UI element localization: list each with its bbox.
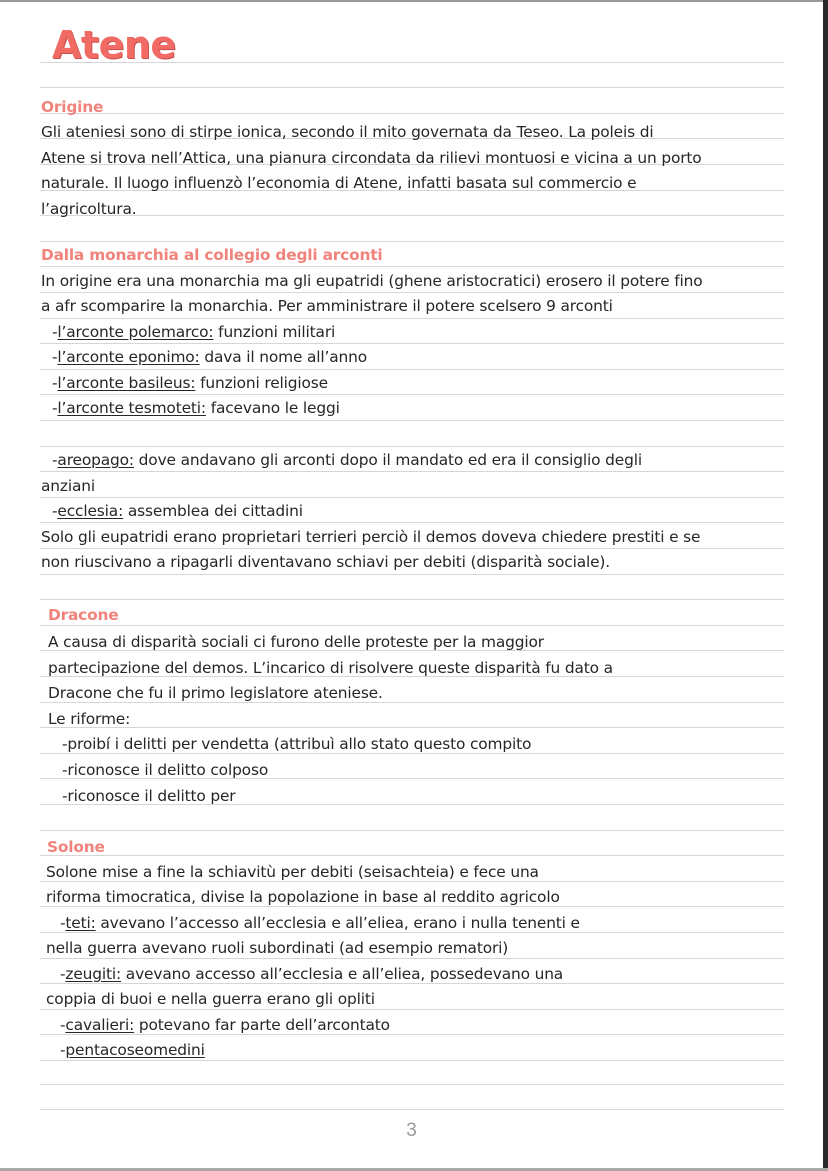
rule-line xyxy=(40,625,784,626)
term-description: funzioni militari xyxy=(213,323,336,341)
text-line: naturale. Il luogo influenzò l’economia di Atene, infatti basata sul commercio e xyxy=(41,174,637,192)
text-line: Atene si trova nell’Attica, una pianura circondata da rilievi montuosi e vicina a un porto xyxy=(41,149,702,167)
rule-line xyxy=(40,1060,784,1061)
rule-line xyxy=(40,394,784,395)
rule-line xyxy=(40,292,784,293)
bullet-dash: - xyxy=(52,399,58,417)
rule-line xyxy=(40,574,784,575)
term-description: dove andavano gli arconti dopo il mandato ed era il consiglio degli xyxy=(133,451,642,469)
list-item-riforma: -riconosce il delitto per xyxy=(62,787,236,805)
bullet-dash: - xyxy=(52,348,58,366)
term-description: facevano le leggi xyxy=(205,399,340,417)
text-line: Dracone che fu il primo legislatore ateniese. xyxy=(48,684,383,702)
bullet-dash: - xyxy=(60,1016,66,1034)
rule-line xyxy=(40,727,784,728)
section-heading-origine: Origine xyxy=(41,98,104,116)
text-line: partecipazione del demos. L’incarico di risolvere queste disparità fu dato a xyxy=(48,659,613,677)
list-item-pentacoseomedini xyxy=(46,1040,205,1060)
list-item-teti xyxy=(46,913,580,933)
list-item-riforma: -proibí i delitti per vendetta (attribuì allo stato questo compito xyxy=(62,735,532,753)
page-title: Atene xyxy=(52,23,176,67)
term-description: funzioni religiose xyxy=(195,374,328,392)
term: l’arconte tesmoteti: xyxy=(57,399,206,417)
rule-line xyxy=(40,958,784,959)
rule-line xyxy=(40,548,784,549)
rule-line xyxy=(40,830,784,831)
term-description: assemblea dei cittadini xyxy=(123,502,303,520)
term: l’arconte eponimo: xyxy=(57,348,200,366)
text-line: l’agricoltura. xyxy=(41,200,137,218)
text-line: riforma timocratica, divise la popolazione in base al reddito agricolo xyxy=(46,888,560,906)
term: l’arconte polemarco: xyxy=(57,323,214,341)
term-description: dava il nome all’anno xyxy=(199,348,368,366)
list-item-arconte-eponimo xyxy=(41,347,367,367)
rule-line xyxy=(40,318,784,319)
list-item-ecclesia xyxy=(41,501,303,521)
bullet-dash: - xyxy=(52,323,58,341)
rule-line xyxy=(40,215,784,216)
list-item-areopago xyxy=(41,450,642,470)
term: areopago: xyxy=(57,451,134,469)
bullet-dash: - xyxy=(60,914,66,932)
rule-line xyxy=(40,1009,784,1010)
bullet-dash: - xyxy=(52,374,58,392)
text-line: non riuscivano a ripagarli diventavano schiavi per debiti (disparità sociale). xyxy=(41,553,611,571)
rule-line xyxy=(40,446,784,447)
bullet-dash: - xyxy=(60,1041,66,1059)
text-line: anziani xyxy=(41,477,95,495)
text-line: In origine era una monarchia ma gli eupatridi (ghene aristocratici) erosero il potere fino xyxy=(41,272,703,290)
text-line: Le riforme: xyxy=(48,710,131,728)
bullet-dash: - xyxy=(52,451,58,469)
rule-line xyxy=(40,471,784,472)
section-heading-solone: Solone xyxy=(47,838,105,856)
list-item-arconte-basileus xyxy=(41,373,328,393)
section-heading-monarchia: Dalla monarchia al collegio degli arconti xyxy=(41,246,383,264)
bullet-dash: - xyxy=(60,965,66,983)
list-item-riforma: -riconosce il delitto colposo xyxy=(62,761,269,779)
rule-line xyxy=(40,266,784,267)
list-item-arconte-tesmoteti xyxy=(41,398,340,418)
rule-line xyxy=(40,241,784,242)
rule-line xyxy=(40,855,784,856)
text-line: coppia di buoi e nella guerra erano gli opliti xyxy=(46,990,375,1008)
list-item-cavalieri xyxy=(46,1015,390,1035)
text-line: A causa di disparità sociali ci furono delle proteste per la maggior xyxy=(48,633,544,651)
term-description: avevano accesso all’ecclesia e all’eliea, possedevano una xyxy=(121,965,564,983)
term: cavalieri: xyxy=(65,1016,135,1034)
rule-line xyxy=(40,599,784,600)
term: teti: xyxy=(65,914,96,932)
term-description: potevano far parte dell’arcontato xyxy=(134,1016,390,1034)
rule-line xyxy=(40,113,784,114)
rule-line xyxy=(40,522,784,523)
rule-line xyxy=(40,87,784,88)
term-description: avevano l’accesso all’ecclesia e all’eliea, erano i nulla tenenti e xyxy=(95,914,580,932)
rule-line xyxy=(40,1109,784,1110)
term: l’arconte basileus: xyxy=(57,374,196,392)
page-border-right xyxy=(823,0,828,1171)
text-line: Solo gli eupatridi erano proprietari terrieri perciò il demos doveva chiedere prestiti e se xyxy=(41,528,701,546)
section-heading-dracone: Dracone xyxy=(48,606,119,624)
text-line: nella guerra avevano ruoli subordinati (ad esempio rematori) xyxy=(46,939,509,957)
rule-line xyxy=(40,420,784,421)
text-line: a afr scomparire la monarchia. Per amministrare il potere scelsero 9 arconti xyxy=(41,297,613,315)
rule-line xyxy=(40,497,784,498)
rule-line xyxy=(40,369,784,370)
page-number: 3 xyxy=(406,1120,417,1141)
rule-line xyxy=(40,343,784,344)
list-item-arconte-polemarco xyxy=(41,322,335,342)
rule-line xyxy=(40,1084,784,1085)
text-line: Gli ateniesi sono di stirpe ionica, secondo il mito governata da Teseo. La poleis di xyxy=(41,123,654,141)
page-border-top xyxy=(0,0,828,2)
list-item-zeugiti xyxy=(46,964,563,984)
term: ecclesia: xyxy=(57,502,124,520)
bullet-dash: - xyxy=(52,502,58,520)
text-line: Solone mise a fine la schiavitù per debiti (seisachteia) e fece una xyxy=(46,863,539,881)
term: pentacoseomedini xyxy=(65,1041,205,1059)
term: zeugiti: xyxy=(65,965,122,983)
